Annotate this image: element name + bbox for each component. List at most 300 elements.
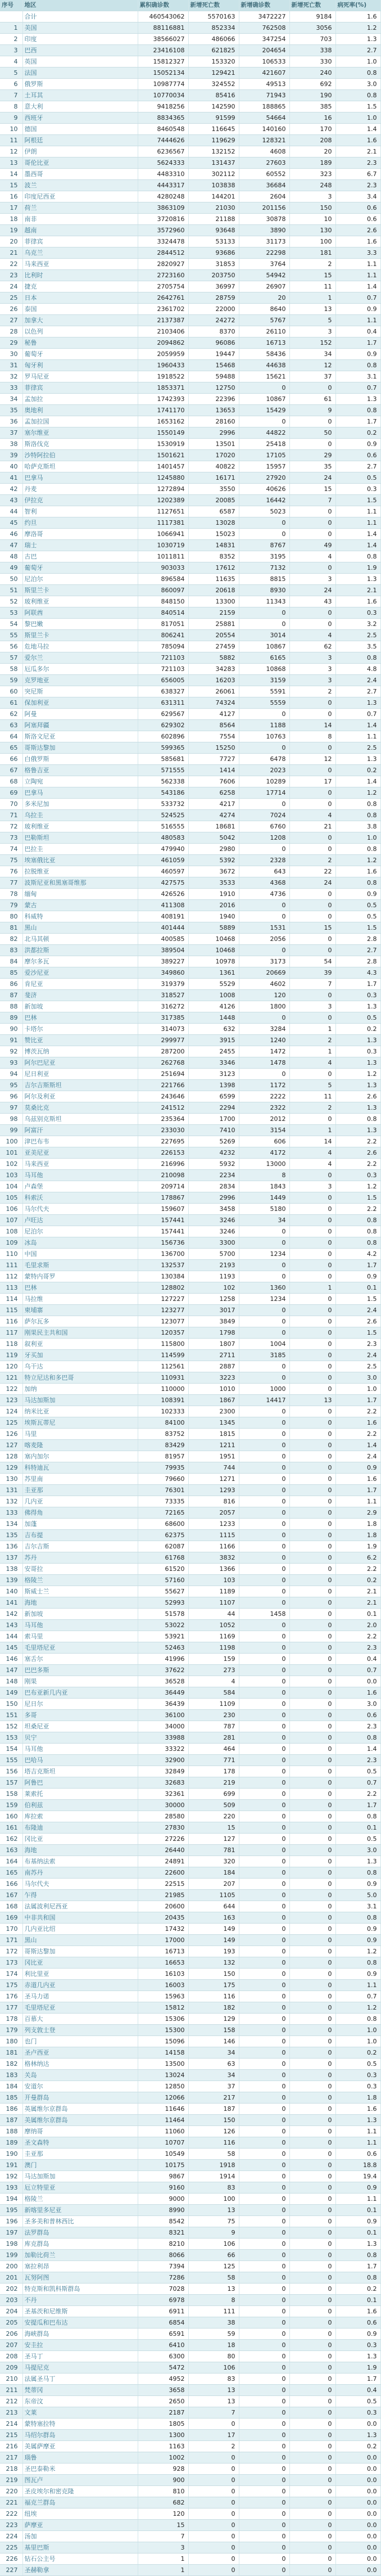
region-name[interactable]: 几内亚	[22, 1496, 138, 1507]
table-row[interactable]	[0, 1361, 380, 1372]
region-name[interactable]: 基里巴斯	[22, 2542, 138, 2554]
table-row[interactable]	[0, 371, 380, 382]
region-name[interactable]: 马提尼克	[22, 2362, 138, 2374]
table-row[interactable]	[0, 821, 380, 832]
table-row[interactable]	[0, 2542, 380, 2554]
table-row[interactable]	[0, 630, 380, 641]
region-name[interactable]: 阿鲁巴	[22, 1777, 138, 1789]
header-total-deaths[interactable]: 新增死亡数	[188, 0, 239, 11]
region-name[interactable]: 约旦	[22, 517, 138, 529]
table-row[interactable]	[0, 1316, 380, 1327]
table-row[interactable]	[0, 675, 380, 686]
table-row[interactable]	[0, 1350, 380, 1361]
region-name[interactable]: 法罗群岛	[22, 2227, 138, 2239]
table-row[interactable]	[0, 90, 380, 101]
region-name[interactable]: 纳米比亚	[22, 1406, 138, 1417]
table-row[interactable]	[0, 2250, 380, 2261]
region-name[interactable]: 马尔代夫	[22, 1879, 138, 1890]
table-row[interactable]	[0, 2126, 380, 2137]
table-row[interactable]	[0, 900, 380, 911]
table-row[interactable]	[0, 1035, 380, 1046]
region-name[interactable]: 克罗地亚	[22, 675, 138, 686]
table-row[interactable]	[0, 1429, 380, 1440]
table-row[interactable]	[0, 1507, 380, 1519]
region-name[interactable]: 缅甸	[22, 889, 138, 900]
region-name[interactable]: 开曼群岛	[22, 2092, 138, 2104]
region-name[interactable]: 危地马拉	[22, 641, 138, 652]
region-name[interactable]: 泰国	[22, 304, 138, 315]
region-name[interactable]: 比利时	[22, 270, 138, 281]
region-name[interactable]: 土耳其	[22, 90, 138, 101]
region-name[interactable]: 马尔代夫	[22, 1204, 138, 1215]
region-name[interactable]: 文莱	[22, 2407, 138, 2419]
region-name[interactable]: 莫桑比克	[22, 1102, 138, 1114]
table-row[interactable]	[0, 427, 380, 439]
region-name[interactable]: 利比里亚	[22, 1969, 138, 1980]
region-name[interactable]: 印度	[22, 34, 138, 45]
region-name[interactable]: 冈比亚	[22, 1957, 138, 1969]
table-row[interactable]	[0, 1867, 380, 1879]
table-row[interactable]	[0, 1642, 380, 1654]
table-row[interactable]	[0, 1800, 380, 1811]
table-row[interactable]	[0, 1294, 380, 1305]
region-name[interactable]: 马里	[22, 1429, 138, 1440]
header-total-cases[interactable]: 累积确诊数	[138, 0, 188, 11]
region-name[interactable]: 蒙特内哥罗	[22, 1271, 138, 1282]
table-row[interactable]	[0, 1631, 380, 1642]
region-name[interactable]: 美国	[22, 22, 138, 34]
table-row[interactable]	[0, 2362, 380, 2374]
region-name[interactable]: 瑙鲁	[22, 2452, 138, 2464]
region-name[interactable]: 法属波利尼西亚	[22, 1901, 138, 1912]
region-name[interactable]: 圣多美和普林西比	[22, 2216, 138, 2227]
region-name[interactable]: 巴拿马	[22, 787, 138, 799]
region-name[interactable]: 以色列	[22, 326, 138, 337]
region-name[interactable]: 突尼斯	[22, 686, 138, 697]
region-name[interactable]: 多哥	[22, 1710, 138, 1721]
region-name[interactable]: 马绍尔群岛	[22, 2430, 138, 2441]
table-row[interactable]	[0, 2025, 380, 2036]
region-name[interactable]: 格林纳达	[22, 2059, 138, 2070]
table-row[interactable]	[0, 1620, 380, 1631]
region-name[interactable]: 安圭拉	[22, 2340, 138, 2351]
table-row[interactable]	[0, 2475, 380, 2486]
region-name[interactable]: 吉布提	[22, 1530, 138, 1541]
region-name[interactable]: 厄立特里亚	[22, 2182, 138, 2194]
table-row[interactable]	[0, 157, 380, 169]
table-row[interactable]	[0, 79, 380, 90]
table-row[interactable]	[0, 529, 380, 540]
header-index[interactable]: 序号	[0, 0, 22, 11]
table-row[interactable]	[0, 2137, 380, 2149]
table-row[interactable]	[0, 169, 380, 180]
table-row[interactable]	[0, 56, 380, 67]
region-name[interactable]: 斯洛文尼亚	[22, 731, 138, 742]
table-row[interactable]	[0, 22, 380, 34]
table-row[interactable]	[0, 832, 380, 844]
region-name[interactable]: 匈牙利	[22, 360, 138, 371]
region-name[interactable]: 多米尼加	[22, 799, 138, 810]
table-row[interactable]	[0, 1744, 380, 1755]
table-row[interactable]	[0, 1260, 380, 1271]
region-name[interactable]: 加蓬	[22, 1519, 138, 1530]
region-name[interactable]: 黎巴嫩	[22, 619, 138, 630]
region-name[interactable]: 波斯尼亚和黑塞哥维那	[22, 877, 138, 889]
region-name[interactable]: 南苏丹	[22, 1867, 138, 1879]
table-row[interactable]	[0, 1946, 380, 1957]
table-row[interactable]	[0, 180, 380, 191]
region-name[interactable]: 汤加	[22, 2531, 138, 2542]
table-row[interactable]	[0, 2272, 380, 2284]
region-name[interactable]: 刚果	[22, 1676, 138, 1687]
region-name[interactable]: 毛里塔尼亚	[22, 2002, 138, 2014]
region-name[interactable]: 荷兰	[22, 202, 138, 214]
region-name[interactable]: 爱沙尼亚	[22, 967, 138, 979]
table-row[interactable]	[0, 1147, 380, 1159]
region-name[interactable]: 丹麦	[22, 484, 138, 495]
table-row[interactable]	[0, 2261, 380, 2272]
table-row[interactable]	[0, 2227, 380, 2239]
table-row[interactable]	[0, 461, 380, 472]
table-row[interactable]	[0, 1665, 380, 1676]
header-region[interactable]: 地区	[22, 0, 138, 11]
region-name[interactable]: 中国	[22, 1249, 138, 1260]
table-row[interactable]	[0, 1721, 380, 1732]
table-row[interactable]	[0, 2047, 380, 2059]
table-row[interactable]	[0, 1215, 380, 1226]
table-row[interactable]	[0, 1552, 380, 1564]
region-name[interactable]: 乌干达	[22, 1361, 138, 1372]
region-name[interactable]: 萨尔瓦多	[22, 1316, 138, 1327]
table-row[interactable]	[0, 1091, 380, 1102]
table-row[interactable]	[0, 1384, 380, 1395]
region-name[interactable]: 布基纳法索	[22, 1856, 138, 1867]
region-name[interactable]: 科威特	[22, 911, 138, 922]
region-name[interactable]: 塞内加尔	[22, 1451, 138, 1462]
table-row[interactable]	[0, 1912, 380, 1924]
region-name[interactable]: 摩纳哥	[22, 2126, 138, 2137]
table-row[interactable]	[0, 191, 380, 202]
table-row[interactable]	[0, 1586, 380, 1597]
region-name[interactable]: 叙利亚	[22, 1339, 138, 1350]
region-name[interactable]: 百慕大	[22, 2014, 138, 2025]
region-name[interactable]: 巴拿马	[22, 472, 138, 484]
region-name[interactable]: 圭亚那	[22, 2149, 138, 2160]
region-name[interactable]: 牙买加	[22, 1350, 138, 1361]
table-row[interactable]	[0, 2374, 380, 2385]
table-row[interactable]	[0, 1440, 380, 1451]
region-name[interactable]: 马来西亚	[22, 1159, 138, 1170]
table-row[interactable]	[0, 1845, 380, 1856]
region-name[interactable]: 乍得	[22, 1890, 138, 1901]
table-row[interactable]	[0, 1282, 380, 1294]
table-row[interactable]	[0, 2329, 380, 2340]
table-row[interactable]	[0, 2306, 380, 2317]
region-name[interactable]: 伊拉克	[22, 495, 138, 506]
table-row[interactable]	[0, 382, 380, 394]
table-row[interactable]	[0, 1777, 380, 1789]
table-row[interactable]	[0, 2520, 380, 2531]
table-row[interactable]	[0, 34, 380, 45]
table-row[interactable]	[0, 1609, 380, 1620]
table-row[interactable]	[0, 1890, 380, 1901]
table-row[interactable]	[0, 405, 380, 416]
region-name[interactable]: 澳门	[22, 2160, 138, 2171]
region-name[interactable]: 科特迪瓦	[22, 1462, 138, 1474]
region-name[interactable]: 摩洛哥	[22, 529, 138, 540]
table-row[interactable]	[0, 495, 380, 506]
region-name[interactable]: 福克兰群岛	[22, 2497, 138, 2509]
table-row[interactable]	[0, 2464, 380, 2475]
table-row[interactable]	[0, 1575, 380, 1586]
region-name[interactable]: 也门	[22, 2036, 138, 2047]
region-name[interactable]: 爱尔兰	[22, 652, 138, 664]
region-name[interactable]: 圣卢西亚	[22, 2047, 138, 2059]
table-row[interactable]	[0, 641, 380, 652]
region-name[interactable]: 圭亚那	[22, 1485, 138, 1496]
table-row[interactable]	[0, 844, 380, 855]
region-name[interactable]: 圣马丁	[22, 2351, 138, 2362]
region-name[interactable]: 圣基茨和尼维斯	[22, 2306, 138, 2317]
region-name[interactable]: 阿富汗	[22, 1125, 138, 1136]
table-row[interactable]	[0, 1485, 380, 1496]
region-name[interactable]: 德国	[22, 124, 138, 135]
table-row[interactable]	[0, 1372, 380, 1384]
region-name[interactable]: 安提瓜和巴布达	[22, 2317, 138, 2329]
table-row[interactable]	[0, 1226, 380, 1237]
region-name[interactable]: 加纳	[22, 1384, 138, 1395]
table-row[interactable]	[0, 1125, 380, 1136]
region-name[interactable]: 罗马尼亚	[22, 371, 138, 382]
table-row[interactable]	[0, 349, 380, 360]
region-name[interactable]: 哥伦比亚	[22, 157, 138, 169]
table-row[interactable]	[0, 855, 380, 866]
region-name[interactable]: 斯里兰卡	[22, 585, 138, 596]
table-row[interactable]	[0, 112, 380, 124]
table-row[interactable]	[0, 2002, 380, 2014]
table-row[interactable]	[0, 1564, 380, 1575]
region-name[interactable]: 毛里塔尼亚	[22, 1642, 138, 1654]
region-name[interactable]: 孟加拉国	[22, 416, 138, 427]
table-row[interactable]	[0, 124, 380, 135]
region-name[interactable]: 列支敦士登	[22, 2025, 138, 2036]
region-name[interactable]: 新加坡	[22, 1001, 138, 1012]
table-row[interactable]	[0, 416, 380, 427]
table-row[interactable]	[0, 304, 380, 315]
table-row[interactable]	[0, 202, 380, 214]
table-row[interactable]	[0, 619, 380, 630]
table-row[interactable]	[0, 2396, 380, 2407]
region-name[interactable]: 乌兹别克斯坦	[22, 1114, 138, 1125]
table-row[interactable]	[0, 709, 380, 720]
region-name[interactable]: 柬埔寨	[22, 1305, 138, 1316]
table-row[interactable]	[0, 967, 380, 979]
region-name[interactable]: 法属圣马丁	[22, 2374, 138, 2385]
table-row[interactable]	[0, 1012, 380, 1024]
table-row[interactable]	[0, 1417, 380, 1429]
table-row[interactable]	[0, 1001, 380, 1012]
table-row[interactable]	[0, 1687, 380, 1699]
table-row[interactable]	[0, 574, 380, 585]
table-row[interactable]	[0, 1969, 380, 1980]
table-row[interactable]	[0, 2205, 380, 2216]
table-row[interactable]	[0, 439, 380, 450]
table-row[interactable]	[0, 236, 380, 247]
region-name[interactable]: 海地	[22, 1597, 138, 1609]
table-row[interactable]	[0, 2081, 380, 2092]
table-row[interactable]	[0, 2014, 380, 2025]
table-row[interactable]	[0, 754, 380, 765]
table-row[interactable]	[0, 889, 380, 900]
table-row[interactable]	[0, 394, 380, 405]
table-row[interactable]	[0, 1597, 380, 1609]
table-row[interactable]	[0, 2036, 380, 2047]
region-name[interactable]: 立陶宛	[22, 776, 138, 787]
region-name[interactable]: 哥斯达黎加	[22, 1946, 138, 1957]
region-name[interactable]: 洪都拉斯	[22, 945, 138, 956]
table-row[interactable]	[0, 2531, 380, 2542]
table-row[interactable]	[0, 1114, 380, 1125]
table-row[interactable]	[0, 810, 380, 821]
table-row[interactable]	[0, 664, 380, 675]
table-row[interactable]	[0, 1024, 380, 1035]
region-name[interactable]: 海峡群岛	[22, 2329, 138, 2340]
table-row[interactable]	[0, 585, 380, 596]
region-name[interactable]: 塞舌尔	[22, 1654, 138, 1665]
region-name[interactable]: 布隆迪	[22, 1822, 138, 1834]
region-name[interactable]: 圣巴泰勒米	[22, 2464, 138, 2475]
region-name[interactable]: 吉尔吉斯斯坦	[22, 1080, 138, 1091]
region-name[interactable]: 塞拉利昂	[22, 2261, 138, 2272]
region-name[interactable]: 美属萨摩亚	[22, 2441, 138, 2452]
table-row[interactable]	[0, 990, 380, 1001]
region-name[interactable]: 尼泊尔	[22, 574, 138, 585]
region-name[interactable]: 意大利	[22, 101, 138, 112]
region-name[interactable]: 合计	[22, 11, 138, 22]
table-row[interactable]	[0, 1519, 380, 1530]
region-name[interactable]: 安哥拉	[22, 1564, 138, 1575]
table-row[interactable]	[0, 1924, 380, 1935]
table-row[interactable]	[0, 2554, 380, 2565]
table-row[interactable]	[0, 1327, 380, 1339]
region-name[interactable]: 津巴布韦	[22, 1136, 138, 1147]
region-name[interactable]: 格鲁吉亚	[22, 765, 138, 776]
region-name[interactable]: 尼日尔	[22, 1699, 138, 1710]
region-name[interactable]: 马耳他	[22, 1744, 138, 1755]
table-row[interactable]	[0, 1991, 380, 2002]
region-name[interactable]: 亚美尼亚	[22, 1147, 138, 1159]
region-name[interactable]: 阿联酋	[22, 607, 138, 619]
region-name[interactable]: 中非共和国	[22, 1912, 138, 1924]
region-name[interactable]: 沙特阿拉伯	[22, 450, 138, 461]
table-row[interactable]	[0, 765, 380, 776]
table-row[interactable]	[0, 686, 380, 697]
region-name[interactable]: 拉脱维亚	[22, 866, 138, 877]
region-name[interactable]: 卡塔尔	[22, 1024, 138, 1035]
table-row[interactable]	[0, 1766, 380, 1777]
table-row[interactable]	[0, 1451, 380, 1462]
region-name[interactable]: 加拿大	[22, 315, 138, 326]
table-row[interactable]	[0, 2486, 380, 2497]
table-row[interactable]	[0, 911, 380, 922]
region-name[interactable]: 钻石公主号	[22, 2554, 138, 2565]
table-row[interactable]	[0, 945, 380, 956]
region-name[interactable]: 摩尔多瓦	[22, 956, 138, 967]
table-row[interactable]	[0, 2160, 380, 2171]
table-row[interactable]	[0, 360, 380, 371]
region-name[interactable]: 马达加斯加	[22, 2171, 138, 2182]
region-name[interactable]: 卢森堡	[22, 1181, 138, 1192]
table-row[interactable]	[0, 247, 380, 259]
table-row[interactable]	[0, 1811, 380, 1822]
region-name[interactable]: 圣马力诺	[22, 1991, 138, 2002]
region-name[interactable]: 斯里兰卡	[22, 630, 138, 641]
table-row[interactable]	[0, 2452, 380, 2464]
table-row[interactable]	[0, 1654, 380, 1665]
table-row[interactable]	[0, 259, 380, 270]
region-name[interactable]: 马达加斯加	[22, 1395, 138, 1406]
region-name[interactable]: 马耳他	[22, 1620, 138, 1631]
table-row[interactable]	[0, 1237, 380, 1249]
region-name[interactable]: 圣赫勒拿	[22, 2565, 138, 2576]
region-name[interactable]: 巴拉圭	[22, 844, 138, 855]
region-name[interactable]: 加勒比荷兰	[22, 2250, 138, 2261]
region-name[interactable]: 索马里	[22, 1631, 138, 1642]
region-name[interactable]: 哥斯达黎加	[22, 742, 138, 754]
table-row[interactable]	[0, 1271, 380, 1282]
region-name[interactable]: 冈比亚	[22, 1834, 138, 1845]
table-row[interactable]	[0, 1822, 380, 1834]
table-row[interactable]	[0, 652, 380, 664]
table-row[interactable]	[0, 596, 380, 607]
table-row[interactable]	[0, 2239, 380, 2250]
region-name[interactable]: 智利	[22, 506, 138, 517]
table-row[interactable]	[0, 697, 380, 709]
table-row[interactable]	[0, 776, 380, 787]
region-name[interactable]: 坦桑尼亚	[22, 1721, 138, 1732]
table-row[interactable]	[0, 979, 380, 990]
region-name[interactable]: 卢旺达	[22, 1215, 138, 1226]
table-row[interactable]	[0, 2194, 380, 2205]
region-name[interactable]: 巴西	[22, 45, 138, 56]
region-name[interactable]: 几内亚比绍	[22, 1924, 138, 1935]
table-row[interactable]	[0, 270, 380, 281]
region-name[interactable]: 日本	[22, 292, 138, 304]
region-name[interactable]: 塔吉克斯坦	[22, 1766, 138, 1777]
table-row[interactable]	[0, 45, 380, 56]
table-row[interactable]	[0, 2385, 380, 2396]
table-row[interactable]	[0, 281, 380, 292]
header-fatality-rate[interactable]: 病死率(%)	[335, 0, 380, 11]
table-row[interactable]	[0, 517, 380, 529]
table-row[interactable]	[0, 720, 380, 731]
region-name[interactable]: 萨摩亚	[22, 2520, 138, 2531]
table-row[interactable]	[0, 214, 380, 225]
region-name[interactable]: 喀麦隆	[22, 1440, 138, 1451]
table-row[interactable]	[0, 2317, 380, 2329]
table-row[interactable]	[0, 1541, 380, 1552]
table-row[interactable]	[0, 562, 380, 574]
table-row[interactable]	[0, 472, 380, 484]
table-row[interactable]	[0, 450, 380, 461]
table-row[interactable]	[0, 2104, 380, 2115]
table-row[interactable]	[0, 1136, 380, 1147]
table-row[interactable]	[0, 11, 380, 22]
table-row[interactable]	[0, 326, 380, 337]
table-row[interactable]	[0, 1699, 380, 1710]
region-name[interactable]: 库克群岛	[22, 2239, 138, 2250]
table-row[interactable]	[0, 2182, 380, 2194]
